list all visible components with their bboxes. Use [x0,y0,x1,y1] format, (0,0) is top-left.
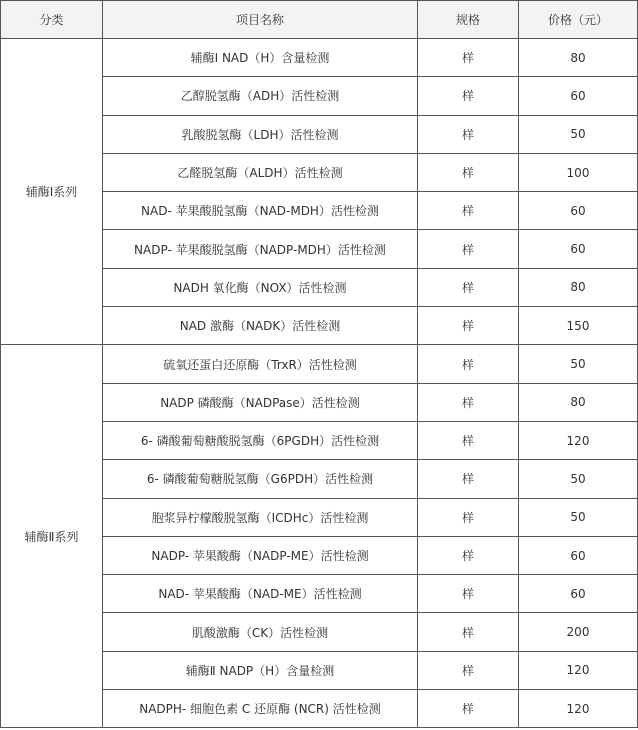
spec-cell: 样 [418,345,519,383]
item-name-cell: 乳酸脱氢酶（LDH）活性检测 [103,115,418,153]
table-body [1,39,638,728]
item-name-cell: NADH 氧化酶（NOX）活性检测 [103,268,418,306]
spec-cell: 样 [418,383,519,421]
price-cell: 150 [519,307,638,345]
item-name-cell: 辅酶Ⅱ NADP（H）含量检测 [103,651,418,689]
spec-cell: 样 [418,153,519,191]
price-cell: 200 [519,613,638,651]
price-cell: 50 [519,498,638,536]
item-name-cell: 硫氧还蛋白还原酶（TrxR）活性检测 [103,345,418,383]
price-cell: 80 [519,383,638,421]
price-cell: 60 [519,77,638,115]
price-cell: 60 [519,192,638,230]
spec-cell: 样 [418,690,519,728]
spec-cell: 样 [418,498,519,536]
header-price: 价格（元） [519,1,638,39]
price-cell: 60 [519,575,638,613]
item-name-cell: 6- 磷酸葡萄糖脱氢酶（G6PDH）活性检测 [103,460,418,498]
spec-cell: 样 [418,115,519,153]
spec-cell: 样 [418,421,519,459]
category-cell: 辅酶Ⅱ系列 [1,345,103,728]
item-name-cell: NADP 磷酸酶（NADPase）活性检测 [103,383,418,421]
price-cell: 100 [519,153,638,191]
spec-cell: 样 [418,613,519,651]
header-item-name: 项目名称 [103,1,418,39]
price-cell: 120 [519,651,638,689]
table-row [1,345,638,383]
header-spec: 规格 [418,1,519,39]
price-cell: 60 [519,536,638,574]
item-name-cell: NADPH- 细胞色素 C 还原酶 (NCR) 活性检测 [103,690,418,728]
price-cell: 50 [519,460,638,498]
spec-cell: 样 [418,77,519,115]
spec-cell: 样 [418,268,519,306]
category-cell: 辅酶Ⅰ系列 [1,39,103,345]
spec-cell: 样 [418,307,519,345]
item-name-cell: NADP- 苹果酸酶（NADP-ME）活性检测 [103,536,418,574]
spec-cell: 样 [418,230,519,268]
item-name-cell: 胞浆异柠檬酸脱氢酶（ICDHc）活性检测 [103,498,418,536]
table-row [1,39,638,77]
price-cell: 60 [519,230,638,268]
item-name-cell: 乙醇脱氢酶（ADH）活性检测 [103,77,418,115]
item-name-cell: NADP- 苹果酸脱氢酶（NADP-MDH）活性检测 [103,230,418,268]
item-name-cell: NAD- 苹果酸脱氢酶（NAD-MDH）活性检测 [103,192,418,230]
spec-cell: 样 [418,651,519,689]
item-name-cell: NAD- 苹果酸酶（NAD-ME）活性检测 [103,575,418,613]
price-cell: 50 [519,345,638,383]
spec-cell: 样 [418,192,519,230]
price-cell: 50 [519,115,638,153]
spec-cell: 样 [418,460,519,498]
item-name-cell: 肌酸激酶（CK）活性检测 [103,613,418,651]
table-header [1,1,638,39]
item-name-cell: NAD 激酶（NADK）活性检测 [103,307,418,345]
item-name-cell: 6- 磷酸葡萄糖酸脱氢酶（6PGDH）活性检测 [103,421,418,459]
spec-cell: 样 [418,536,519,574]
price-cell: 80 [519,268,638,306]
price-cell: 80 [519,39,638,77]
item-name-cell: 辅酶Ⅰ NAD（H）含量检测 [103,39,418,77]
item-name-cell: 乙醛脱氢酶（ALDH）活性检测 [103,153,418,191]
header-row [1,1,638,39]
price-cell: 120 [519,690,638,728]
spec-cell: 样 [418,575,519,613]
header-category: 分类 [1,1,103,39]
price-cell: 120 [519,421,638,459]
spec-cell: 样 [418,39,519,77]
